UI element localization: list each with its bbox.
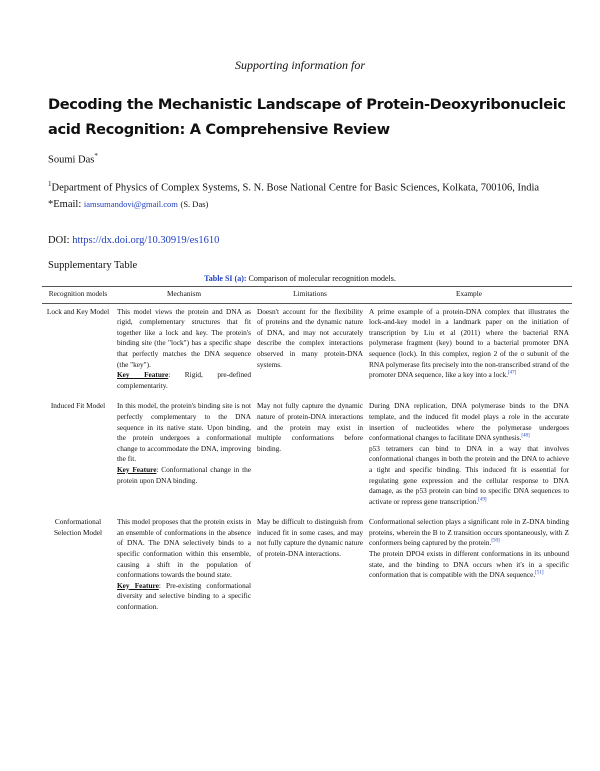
comparison-table [42, 286, 572, 623]
citation-ref[interactable]: [48] [521, 433, 530, 439]
email-suffix: (S. Das) [180, 199, 209, 209]
table-row [42, 401, 572, 517]
mechanism-text: This model views the protein and DNA as rigid, complementary structures that fit together like a lock and key. The protein's binding site (the "lock") has a specific shape that perfectly matches the DNA sequence (the "key"). [117, 306, 251, 369]
supplementary-table-heading: Supplementary Table [48, 260, 138, 271]
author-name: Soumi Das [48, 154, 95, 166]
mechanism-cell [114, 517, 254, 622]
header-recognition-models: Recognition models [42, 287, 114, 304]
doi-link[interactable]: https://dx.doi.org/10.30919/es1610 [72, 235, 220, 246]
example-cell [366, 303, 572, 401]
model-name: Lock and Key Model [46, 306, 110, 316]
author-mark: * [94, 152, 98, 160]
key-feature-label: Key Feature [117, 580, 159, 590]
example-text: During DNA replication, DNA polymerase binds to the DNA template, and the induced fit model plays a role in the accurate insertion of nucleotides where the polymerase undergoes conformational changes to facilitate DNA synthesis. [369, 401, 569, 443]
key-feature-label: Key Feature [117, 370, 169, 380]
citation-ref[interactable]: [51] [535, 570, 544, 576]
key-feature-text: : Pre-existing conformational diversity and selective binding to a specific conformation. [117, 580, 251, 612]
affiliation-line [48, 180, 578, 194]
example-paragraph [369, 401, 569, 443]
mechanism-text: In this model, the protein's binding site is not perfectly complementary to the DNA sequence in its native state. Upon binding, the protein undergoes a conformational change to accommodate the DNA, improving the fit. [117, 401, 251, 464]
example-paragraph [369, 517, 569, 549]
table-caption [0, 274, 600, 283]
mechanism-cell [114, 401, 254, 517]
model-name: Induced Fit Model [50, 401, 106, 411]
limitations-cell: May be difficult to distinguish from induced fit in some cases, and may not fully capture the dynamic nature of protein-DNA interactions. [257, 517, 363, 559]
affiliation-text: Department of Physics of Complex Systems, S. N. Bose National Centre for Basic Sciences, Kolkata, 700106, India [51, 182, 540, 194]
doi-label: DOI: [48, 235, 70, 246]
example-cell [366, 517, 572, 622]
paper-title: Decoding the Mechanistic Landscape of Protein-Deoxyribonucleic acid Recognition: A Comprehensive Review [48, 96, 566, 138]
example-paragraph [369, 444, 569, 508]
mechanism-cell [114, 303, 254, 401]
header-example: Example [366, 287, 572, 304]
example-text: The protein DPO4 exists in different conformations in its unbound state, and the binding to DNA occurs when it's in a specific conformation that is compatible with the DNA sequence. [369, 549, 569, 580]
table-header-row [42, 287, 572, 304]
table-caption-label: Table SI (a): [204, 274, 247, 283]
doi-line [48, 235, 219, 246]
header-mechanism: Mechanism [114, 287, 254, 304]
author-line [48, 152, 98, 166]
supporting-info-heading: Supporting information for [234, 58, 365, 72]
table-row [42, 303, 572, 401]
citation-ref[interactable]: [50] [491, 539, 500, 545]
table-row [42, 517, 572, 622]
key-feature-text: : Conformational change in the protein upon DNA binding. [117, 464, 251, 485]
key-feature [117, 370, 251, 391]
key-feature-label: Key Feature [117, 464, 157, 474]
example-paragraph [369, 549, 569, 581]
key-feature-text: : Rigid, pre-defined complementarity. [117, 370, 251, 390]
limitations-cell: Doesn't account for the flexibility of proteins and the dynamic nature of DNA, and may not accurately describe the complex interactions observed in many protein-DNA systems. [257, 306, 363, 369]
example-text: A prime example of a protein-DNA complex that illustrates the lock-and-key model in a landmark paper on the initiation of transcription by Liu et al (2011) where the bacterial RNA polymerase fragment (key) bound to a bacterial promoter DNA sequence (lock). In this complex, region 2 of the σ subunit of the RNA polymerase fits precisely into the non-transcribed strand of the promoter DNA sequence, like a key into a lock. [369, 306, 569, 380]
email-line [48, 199, 208, 210]
limitations-cell: May not fully capture the dynamic nature of protein-DNA interactions and the protein may exist in multiple conformations before binding. [257, 401, 363, 453]
affiliation-mark: 1 [48, 180, 52, 188]
key-feature [117, 581, 251, 613]
citation-ref[interactable]: [47] [508, 370, 517, 376]
mechanism-text: This model proposes that the protein exists in an ensemble of conformations in the absence of DNA. The DNA selectively binds to a specific conformation within this ensemble, causing a shift in the population of conformations towards the bound state. [117, 517, 251, 580]
email-label: *Email: [48, 199, 82, 210]
email-link[interactable]: iamsumandovi@gmail.com [83, 199, 178, 209]
example-cell [366, 401, 572, 517]
citation-ref[interactable]: [49] [478, 497, 487, 503]
model-name: Conformational Selection Model [53, 517, 103, 537]
example-paragraph [369, 307, 569, 381]
example-text: p53 tetramers can bind to DNA in a way that involves conformational changes in both the protein and the DNA to achieve a tight and specific binding. This induced fit is essential for regulating gene expression and the cellular response to DNA damage, as the p53 protein can bind to specific DNA sequences to activate or repress gene transcription. [369, 443, 569, 506]
header-limitations: Limitations [254, 287, 366, 304]
table-caption-text: Comparison of molecular recognition models. [248, 274, 396, 283]
example-text: Conformational selection plays a significant role in Z-DNA binding proteins, wherein the B to Z transition occurs spontaneously, with Z conformers being captured by the protein. [369, 517, 569, 548]
key-feature [117, 465, 251, 486]
